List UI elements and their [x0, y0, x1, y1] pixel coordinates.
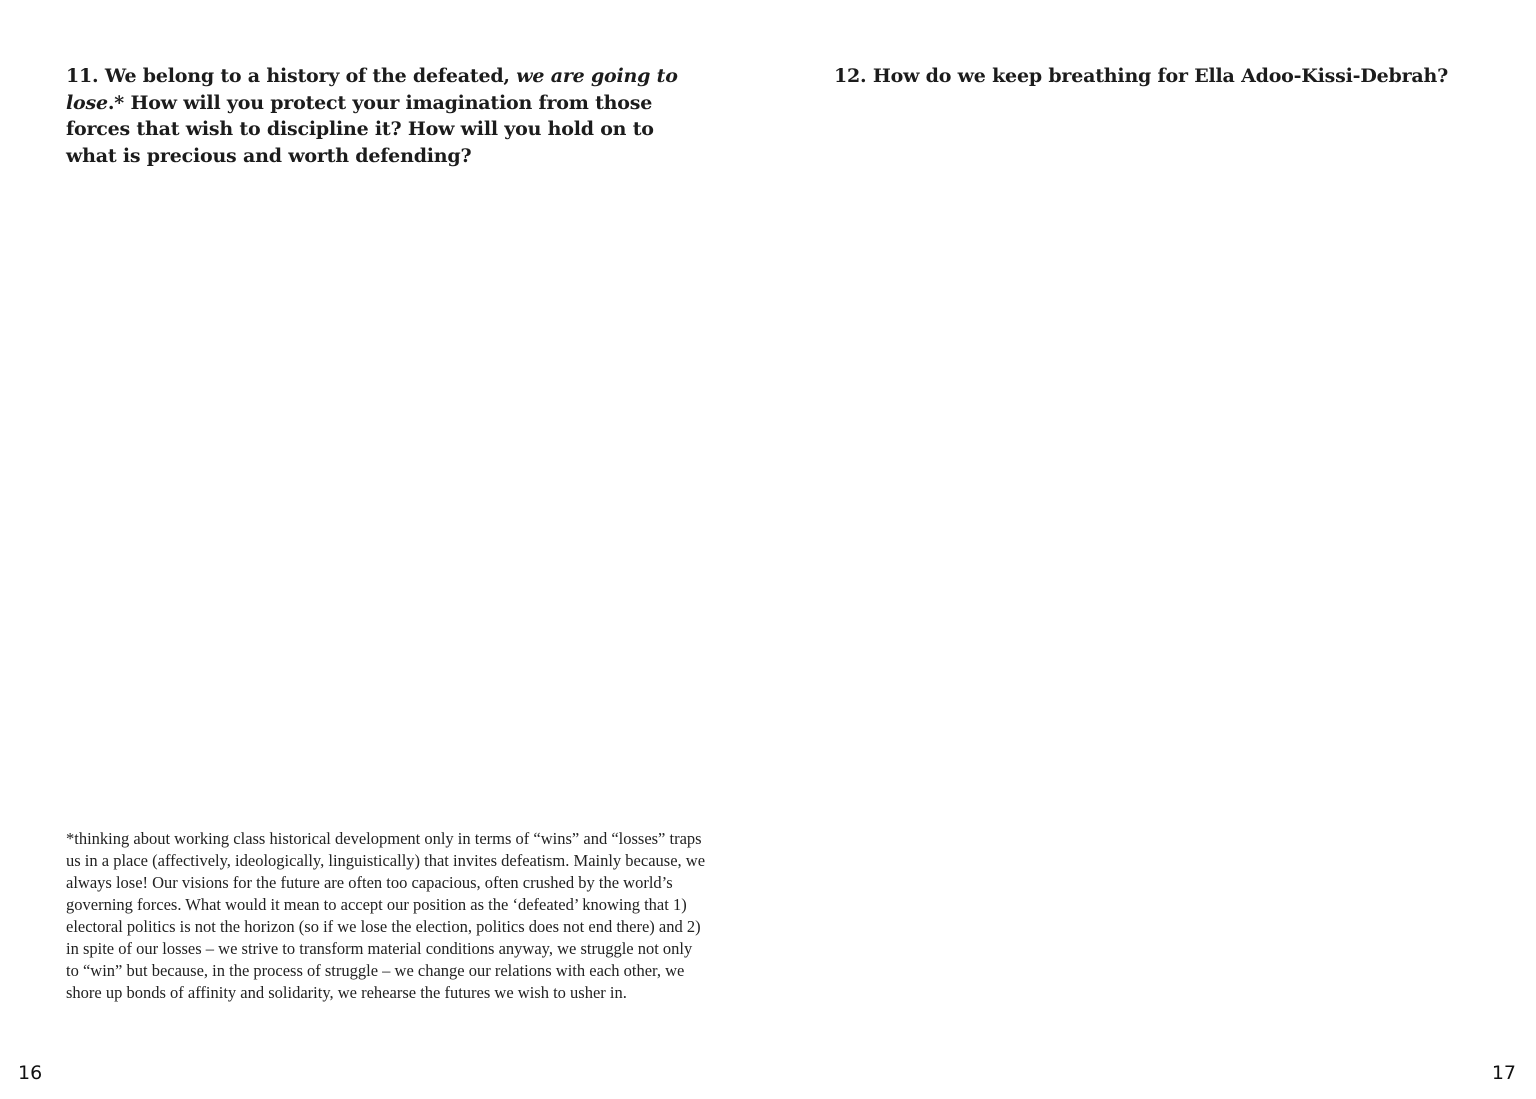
question-11-emphasis: we are going to lose [66, 65, 678, 114]
page-number-left: 16 [18, 1062, 43, 1084]
right-page [768, 0, 1536, 1099]
question-12: 12. How do we keep breathing for Ella Adoo-Kissi-Debrah? [834, 65, 1449, 87]
question-11-rest: .* How will you protect your imagination from those forces that wish to discipline it? How will you hold on to what is precious and worth defending? [66, 91, 654, 167]
page-number-right: 17 [1491, 1062, 1516, 1084]
footnote: *thinking about working class historical development only in terms of “wins” and “losses” traps us in a place (affectively, ideologically, linguistically) that invites defeatism. Mainly because, we always lose! Our visions for the future are often too capacious, often crushed by the world’s governing forces. What would it mean to accept our position as the ‘defeated’ knowing that 1) electoral politics is not the horizon (so if we lose the election, politics does not end there) and 2) in spite of our losses – we strive to transform material conditions anyway, we struggle not only to “win” but because, in the process of struggle – we change our relations with each other, we shore up bonds of affinity and solidarity, we rehearse the futures we wish to usher in. [66, 829, 706, 1002]
question-11 [66, 63, 706, 169]
question-11-lead: 11. We belong to a history of the defeated, [66, 65, 517, 87]
